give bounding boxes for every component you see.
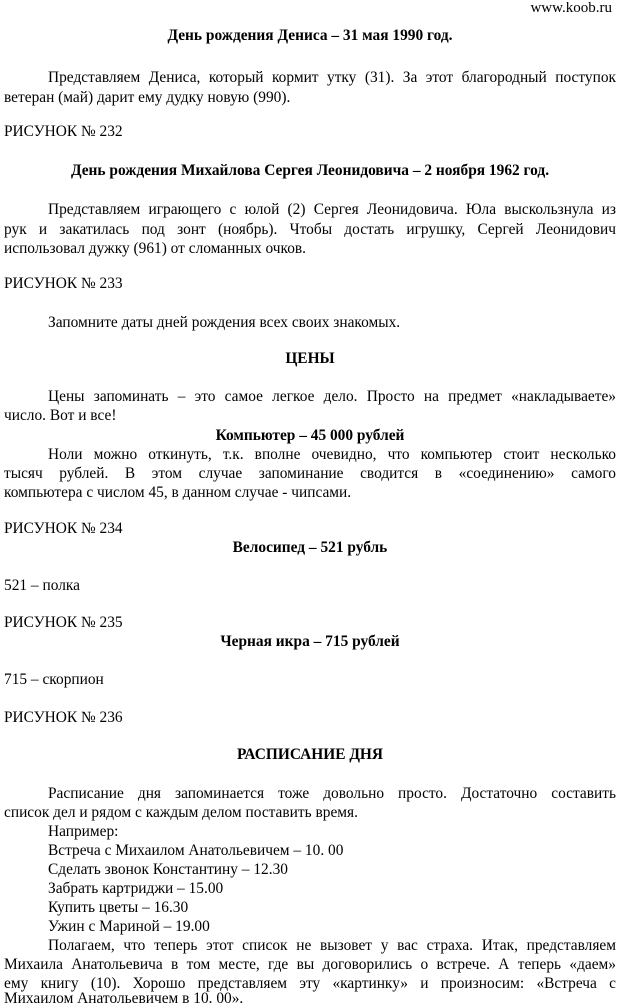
paragraph-line: Михаилом Анатольевичем в 10. 00». [4,990,244,1007]
heading-schedule: РАСПИСАНИЕ ДНЯ [236,746,384,763]
list-item: Забрать картриджи – 15.00 [48,880,224,897]
paragraph-line: Полагаем, что теперь этот список не вызовет у вас страха. Итак, представляем [48,937,616,954]
figure-caption: РИСУНОК № 236 [4,709,123,726]
paragraph-line: использовал дужку (961) от сломанных очков. [4,240,307,257]
paragraph-line: 715 – скорпион [4,671,104,688]
paragraph-line: компьютера с числом 45, в данном случае - чипсами. [4,484,352,501]
paragraph-line: ему книгу (10). Хорошо представляем эту «картинку» и произносим: «Встреча с [4,975,616,992]
paragraph-line: тысяч рублей. В этом случае запоминание сводится в «соединению» самого [4,465,616,482]
paragraph-line: Цены запоминать – это самое легкое дело. Просто на предмет «накладываете» [48,388,616,405]
heading-mikhailov-birthday: День рождения Михайлова Сергея Леонидовича – 2 ноября 1962 год. [70,162,550,179]
site-url: www.koob.ru [530,0,612,16]
paragraph-line: рук и закатилась под зонт (ноябрь). Чтобы достать игрушку, Сергей Леонидович [4,221,616,238]
list-item: Сделать звонок Константину – 12.30 [48,861,288,878]
list-item: Купить цветы – 16.30 [48,899,189,916]
heading-caviar: Черная икра – 715 рублей [220,633,400,650]
figure-caption: РИСУНОК № 232 [4,123,123,140]
list-item: Ужин с Мариной – 19.00 [48,918,210,935]
figure-caption: РИСУНОК № 234 [4,520,123,537]
paragraph-line: число. Вот и все! [4,407,117,424]
heading-prices: ЦЕНЫ [285,350,335,367]
heading-denis-birthday: День рождения Дениса – 31 мая 1990 год. [167,27,453,44]
paragraph-line: Представляем Дениса, который кормит утку (31). За этот благородный поступок [48,69,616,86]
heading-computer: Компьютер – 45 000 рублей [215,427,405,444]
paragraph-line: ветеран (май) дарит ему дудку новую (990). [4,89,291,106]
paragraph-line: Расписание дня запоминается тоже довольно просто. Достаточно составить [48,785,616,802]
paragraph-line: Представляем играющего с юлой (2) Сергея Леонидовича. Юла выскользнула из [48,201,616,218]
paragraph-line: Ноли можно откинуть, т.к. вполне очевидно, что компьютер стоит несколько [48,446,616,463]
paragraph-line: Например: [48,823,119,840]
paragraph-line: список дел и рядом с каждым делом поставить время. [4,804,358,821]
paragraph-line: Запомните даты дней рождения всех своих знакомых. [48,314,401,331]
heading-bicycle: Велосипед – 521 рубль [232,539,388,556]
paragraph-line: Михаила Анатольевича в том месте, где вы договорились о встрече. А теперь «даем» [4,956,616,973]
figure-caption: РИСУНОК № 233 [4,275,123,292]
figure-caption: РИСУНОК № 235 [4,614,123,631]
list-item: Встреча с Михаилом Анатольевичем – 10. 00 [48,842,344,859]
paragraph-line: 521 – полка [4,577,80,594]
